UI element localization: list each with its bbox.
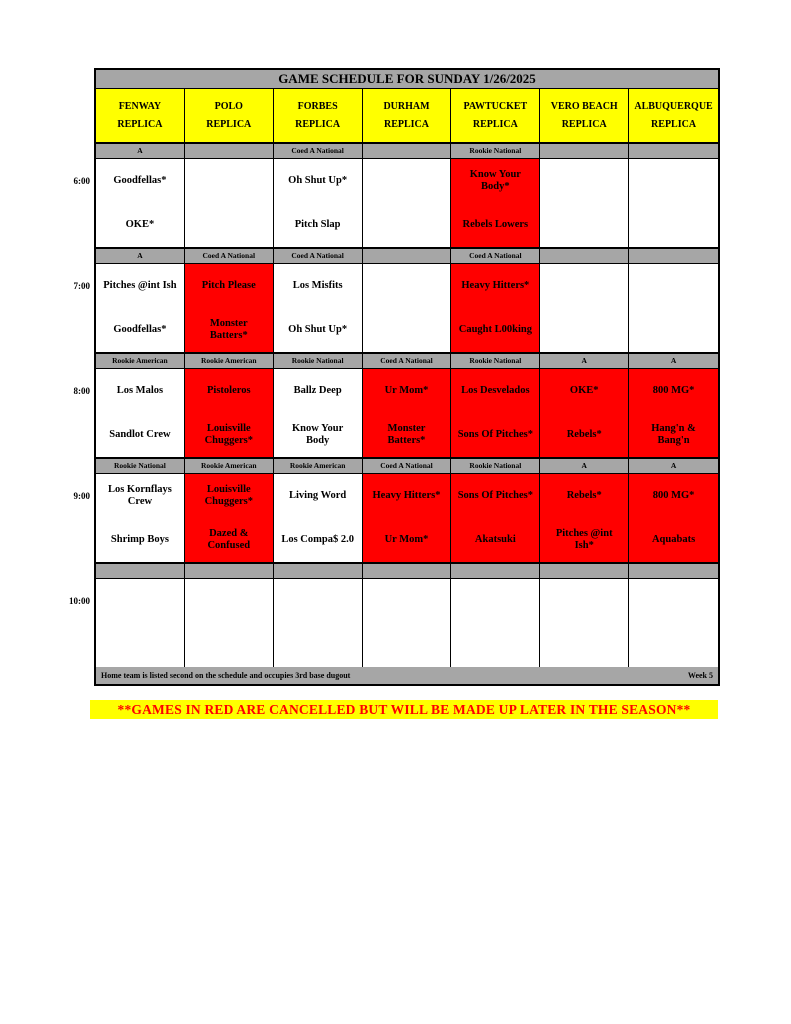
game-cell-polo-10-00 bbox=[185, 579, 274, 667]
away-team-label: Louisville Chuggers* bbox=[204, 483, 253, 507]
field-subname: REPLICA bbox=[295, 119, 341, 131]
home-team-label: Sandlot Crew bbox=[109, 428, 171, 440]
time-slot-block-9-00 bbox=[96, 459, 718, 564]
away-team-label: Heavy Hitters* bbox=[372, 489, 441, 501]
division-strip bbox=[96, 354, 718, 369]
away-team-label bbox=[185, 579, 273, 623]
away-team-label bbox=[540, 159, 628, 203]
game-cell-forbes-10-00 bbox=[274, 579, 363, 667]
games-row bbox=[96, 579, 718, 667]
division-label bbox=[540, 249, 629, 263]
away-team-label: OKE* bbox=[569, 384, 599, 396]
home-team-label: Monster Batters* bbox=[209, 317, 248, 341]
schedule-blocks bbox=[96, 144, 718, 667]
field-name: FENWAY bbox=[118, 100, 162, 112]
division-label bbox=[451, 564, 540, 578]
away-team-label bbox=[629, 579, 718, 623]
away-team-label bbox=[540, 264, 628, 308]
field-name: FORBES bbox=[297, 100, 338, 112]
games-row bbox=[96, 264, 718, 352]
home-team-label: OKE* bbox=[125, 218, 155, 230]
away-team-label bbox=[629, 159, 718, 203]
home-team-label: Know Your Body bbox=[292, 422, 344, 446]
away-team-label bbox=[363, 264, 451, 308]
division-label: Rookie National bbox=[451, 144, 540, 158]
division-label bbox=[629, 144, 718, 158]
division-label: A bbox=[629, 459, 718, 473]
game-cell-vero-beach-6-00 bbox=[540, 159, 629, 247]
away-team-label: Los Kornflays Crew bbox=[107, 483, 172, 507]
game-cell-albuquerque-10-00 bbox=[629, 579, 718, 667]
field-name: PAWTUCKET bbox=[463, 100, 528, 112]
division-label bbox=[629, 249, 718, 263]
home-team-label bbox=[363, 623, 451, 667]
field-name: POLO bbox=[214, 100, 243, 112]
division-label: A bbox=[96, 249, 185, 263]
division-strip bbox=[96, 144, 718, 159]
game-cell-fenway-7-00 bbox=[96, 264, 185, 352]
game-cell-vero-beach-10-00 bbox=[540, 579, 629, 667]
away-team-label: Los Desvelados bbox=[461, 384, 530, 396]
away-team-label bbox=[629, 264, 718, 308]
game-cell-pawtucket-8-00 bbox=[451, 369, 540, 457]
home-team-label bbox=[540, 308, 628, 352]
time-label-6-00: 6:00 bbox=[73, 176, 90, 186]
field-header-vero-beach bbox=[540, 89, 629, 142]
home-team-label: Goodfellas* bbox=[113, 323, 167, 335]
time-label-9-00: 9:00 bbox=[73, 491, 90, 501]
division-label bbox=[363, 249, 452, 263]
division-label: Rookie National bbox=[96, 459, 185, 473]
home-team-label bbox=[185, 203, 273, 247]
division-label: Rookie National bbox=[451, 459, 540, 473]
away-team-label bbox=[185, 159, 273, 203]
away-team-label: Pitches @int Ish bbox=[103, 279, 177, 291]
field-header-polo bbox=[185, 89, 274, 142]
away-team-label: Oh Shut Up* bbox=[288, 174, 348, 186]
home-team-label: Shrimp Boys bbox=[110, 533, 169, 545]
home-team-label bbox=[540, 623, 628, 667]
game-cell-pawtucket-10-00 bbox=[451, 579, 540, 667]
home-team-label bbox=[185, 623, 273, 667]
game-cell-albuquerque-7-00 bbox=[629, 264, 718, 352]
division-label bbox=[540, 144, 629, 158]
division-label: A bbox=[540, 459, 629, 473]
home-team-label: Ur Mom* bbox=[384, 533, 429, 545]
field-name: ALBUQUERQUE bbox=[634, 100, 713, 112]
game-cell-polo-6-00 bbox=[185, 159, 274, 247]
away-team-label: Ur Mom* bbox=[384, 384, 429, 396]
home-team-label: Hang'n & Bang'n bbox=[651, 422, 696, 446]
games-row bbox=[96, 159, 718, 247]
away-team-label bbox=[451, 579, 539, 623]
division-label: Coed A National bbox=[363, 459, 452, 473]
footer-note: Home team is listed second on the schedule and occupies 3rd base dugout bbox=[101, 671, 351, 680]
game-cell-fenway-10-00 bbox=[96, 579, 185, 667]
division-strip bbox=[96, 249, 718, 264]
field-subname: REPLICA bbox=[206, 119, 252, 131]
game-cell-durham-10-00 bbox=[363, 579, 452, 667]
home-team-label: Akatsuki bbox=[474, 533, 516, 545]
away-team-label: Los Malos bbox=[116, 384, 164, 396]
game-cell-durham-6-00 bbox=[363, 159, 452, 247]
division-label bbox=[363, 564, 452, 578]
away-team-label bbox=[363, 159, 451, 203]
division-label: Coed A National bbox=[451, 249, 540, 263]
home-team-label bbox=[96, 623, 184, 667]
home-team-label: Aquabats bbox=[651, 533, 696, 545]
away-team-label bbox=[363, 579, 451, 623]
field-header-row bbox=[96, 89, 718, 144]
away-team-label: Rebels* bbox=[566, 489, 602, 501]
away-team-label: Pistoleros bbox=[206, 384, 251, 396]
game-cell-forbes-9-00 bbox=[274, 474, 363, 562]
footer-row bbox=[96, 667, 718, 684]
footer-week: Week 5 bbox=[687, 671, 713, 680]
game-cell-fenway-6-00 bbox=[96, 159, 185, 247]
home-team-label: Pitch Slap bbox=[294, 218, 341, 230]
away-team-label: Ballz Deep bbox=[293, 384, 342, 396]
away-team-label bbox=[274, 579, 362, 623]
game-cell-forbes-7-00 bbox=[274, 264, 363, 352]
games-row bbox=[96, 474, 718, 562]
time-slot-block-7-00 bbox=[96, 249, 718, 354]
field-header-forbes bbox=[274, 89, 363, 142]
division-strip bbox=[96, 459, 718, 474]
game-cell-durham-8-00 bbox=[363, 369, 452, 457]
games-row bbox=[96, 369, 718, 457]
time-slot-block-6-00 bbox=[96, 144, 718, 249]
away-team-label: Goodfellas* bbox=[113, 174, 167, 186]
field-header-pawtucket bbox=[451, 89, 540, 142]
division-label: A bbox=[96, 144, 185, 158]
field-subname: REPLICA bbox=[472, 119, 518, 131]
cancellation-banner: **GAMES IN RED ARE CANCELLED BUT WILL BE MADE UP LATER IN THE SEASON** bbox=[90, 700, 718, 719]
game-cell-albuquerque-9-00 bbox=[629, 474, 718, 562]
game-cell-pawtucket-6-00 bbox=[451, 159, 540, 247]
game-cell-durham-7-00 bbox=[363, 264, 452, 352]
home-team-label bbox=[451, 623, 539, 667]
division-label: Coed A National bbox=[363, 354, 452, 368]
division-label: Rookie American bbox=[96, 354, 185, 368]
home-team-label: Sons Of Pitches* bbox=[457, 428, 533, 440]
away-team-label bbox=[540, 579, 628, 623]
away-team-label: Heavy Hitters* bbox=[461, 279, 530, 291]
division-label: Coed A National bbox=[185, 249, 274, 263]
home-team-label: Louisville Chuggers* bbox=[204, 422, 253, 446]
home-team-label: Pitches @int Ish* bbox=[555, 527, 613, 551]
field-name: VERO BEACH bbox=[550, 100, 618, 112]
field-header-fenway bbox=[96, 89, 185, 142]
division-label: A bbox=[540, 354, 629, 368]
home-team-label: Oh Shut Up* bbox=[288, 323, 348, 335]
division-label bbox=[274, 564, 363, 578]
field-subname: REPLICA bbox=[651, 119, 697, 131]
home-team-label bbox=[363, 203, 451, 247]
home-team-label: Caught L00king bbox=[458, 323, 532, 335]
division-label bbox=[185, 564, 274, 578]
division-label bbox=[185, 144, 274, 158]
division-label bbox=[96, 564, 185, 578]
field-header-durham bbox=[363, 89, 452, 142]
division-label bbox=[363, 144, 452, 158]
game-cell-polo-9-00 bbox=[185, 474, 274, 562]
division-label: A bbox=[629, 354, 718, 368]
game-cell-fenway-9-00 bbox=[96, 474, 185, 562]
time-label-8-00: 8:00 bbox=[73, 386, 90, 396]
field-subname: REPLICA bbox=[383, 119, 429, 131]
away-team-label: 800 MG* bbox=[652, 384, 695, 396]
game-cell-forbes-8-00 bbox=[274, 369, 363, 457]
schedule-title: GAME SCHEDULE FOR SUNDAY 1/26/2025 bbox=[96, 70, 718, 89]
home-team-label bbox=[629, 623, 718, 667]
home-team-label: Rebels Lowers bbox=[462, 218, 529, 230]
field-subname: REPLICA bbox=[117, 119, 163, 131]
division-label: Rookie National bbox=[274, 354, 363, 368]
away-team-label: Los Misfits bbox=[292, 279, 343, 291]
time-slot-block-10-00 bbox=[96, 564, 718, 667]
home-team-label bbox=[363, 308, 451, 352]
home-team-label: Monster Batters* bbox=[387, 422, 426, 446]
division-label bbox=[540, 564, 629, 578]
division-label: Coed A National bbox=[274, 249, 363, 263]
field-header-albuquerque bbox=[629, 89, 718, 142]
home-team-label: Los Compa$ 2.0 bbox=[281, 533, 354, 545]
division-strip bbox=[96, 564, 718, 579]
game-cell-durham-9-00 bbox=[363, 474, 452, 562]
field-subname: REPLICA bbox=[561, 119, 607, 131]
division-label bbox=[629, 564, 718, 578]
home-team-label bbox=[629, 203, 718, 247]
away-team-label bbox=[96, 579, 184, 623]
game-cell-albuquerque-8-00 bbox=[629, 369, 718, 457]
game-cell-polo-7-00 bbox=[185, 264, 274, 352]
division-label: Rookie American bbox=[185, 354, 274, 368]
game-cell-vero-beach-7-00 bbox=[540, 264, 629, 352]
away-team-label: Know Your Body* bbox=[469, 168, 521, 192]
game-cell-fenway-8-00 bbox=[96, 369, 185, 457]
schedule-table bbox=[94, 68, 720, 686]
game-cell-forbes-6-00 bbox=[274, 159, 363, 247]
game-cell-albuquerque-6-00 bbox=[629, 159, 718, 247]
home-team-label bbox=[540, 203, 628, 247]
game-cell-pawtucket-9-00 bbox=[451, 474, 540, 562]
home-team-label: Rebels* bbox=[566, 428, 602, 440]
time-label-7-00: 7:00 bbox=[73, 281, 90, 291]
away-team-label: Sons Of Pitches* bbox=[457, 489, 533, 501]
home-team-label bbox=[274, 623, 362, 667]
away-team-label: 800 MG* bbox=[652, 489, 695, 501]
away-team-label: Pitch Please bbox=[201, 279, 256, 291]
field-name: DURHAM bbox=[383, 100, 430, 112]
division-label: Coed A National bbox=[274, 144, 363, 158]
game-cell-vero-beach-9-00 bbox=[540, 474, 629, 562]
away-team-label: Living Word bbox=[288, 489, 347, 501]
time-slot-block-8-00 bbox=[96, 354, 718, 459]
division-label: Rookie American bbox=[274, 459, 363, 473]
division-label: Rookie American bbox=[185, 459, 274, 473]
game-cell-pawtucket-7-00 bbox=[451, 264, 540, 352]
time-label-10-00: 10:00 bbox=[69, 596, 90, 606]
game-cell-vero-beach-8-00 bbox=[540, 369, 629, 457]
division-label: Rookie National bbox=[451, 354, 540, 368]
game-cell-polo-8-00 bbox=[185, 369, 274, 457]
home-team-label bbox=[629, 308, 718, 352]
home-team-label: Dazed & Confused bbox=[207, 527, 251, 551]
